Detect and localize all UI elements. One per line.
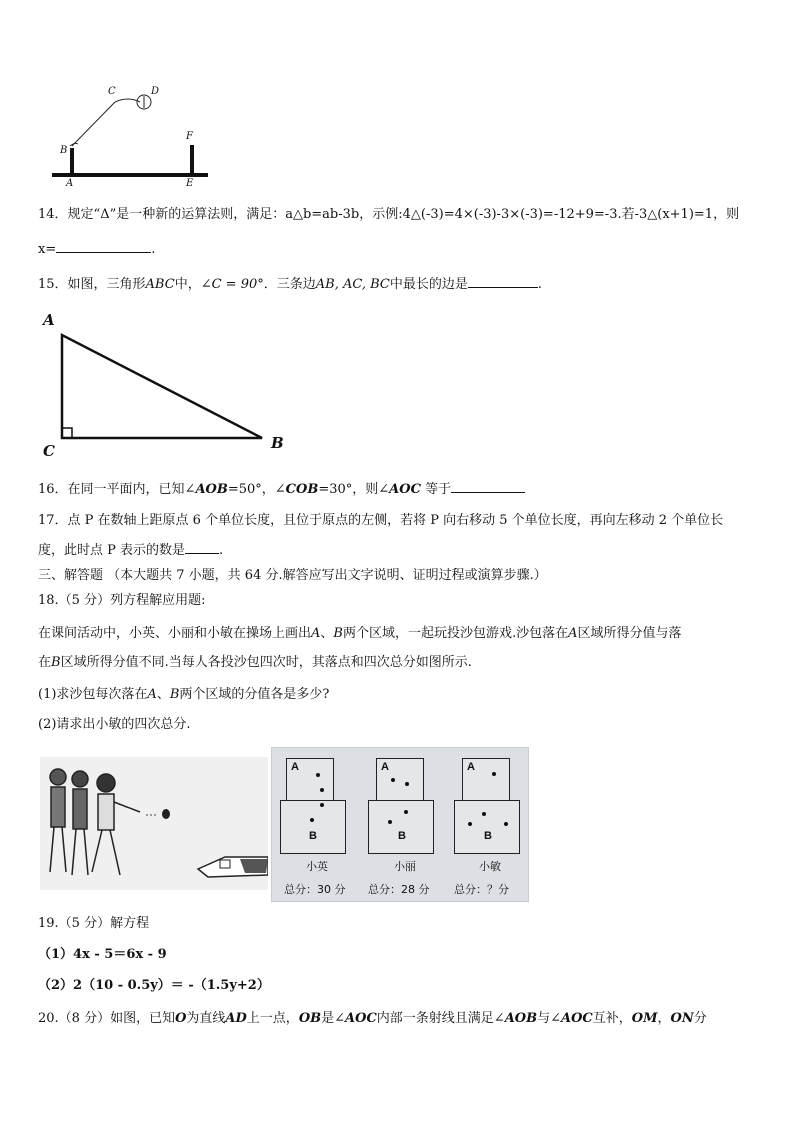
children-throwing-photo [40, 757, 268, 890]
q20-t8: 分 [693, 1011, 707, 1026]
player3-dot [482, 812, 486, 816]
player3-total: 总分：？分 [454, 883, 509, 896]
section-3-heading [38, 567, 547, 585]
q20-pre: 20.（8 分）如图，已知 [38, 1011, 176, 1026]
lamp-arm [72, 102, 115, 146]
player1-dot [310, 818, 314, 822]
q15-abc: ABC [145, 277, 175, 292]
q16-v2: =30°，则∠ [318, 482, 390, 497]
player3-label-a: A [467, 761, 475, 773]
q18-p2-region-b: B [51, 655, 61, 670]
q16-cob: COB [285, 482, 319, 497]
question-19-eq2 [38, 977, 270, 995]
player2-name: 小丽 [394, 860, 416, 873]
player2-dot [391, 778, 395, 782]
q18-p1-b: 、 [320, 626, 334, 641]
question-17-line1 [38, 512, 723, 530]
child-figure-3 [92, 774, 140, 875]
player2-dot [388, 820, 392, 824]
fig13-label-a: A [66, 178, 74, 189]
fig15-label-a: A [43, 311, 55, 329]
q18-p1-region-b: B [333, 626, 343, 641]
player1-name: 小英 [306, 860, 328, 873]
q20-t1: 为直线 [186, 1011, 226, 1026]
question-14-cont [38, 240, 155, 259]
fig15-label-c: C [43, 442, 55, 460]
question-20 [38, 1010, 707, 1028]
fig13-label-b: B [60, 145, 68, 156]
player3-label-b: B [484, 830, 492, 842]
player1-dot [320, 788, 324, 792]
figure-15-triangle [55, 330, 275, 445]
child-figure-1 [50, 769, 66, 872]
player1-total: 总分：30 分 [284, 883, 346, 896]
q18-p1-region-a2: A [568, 626, 578, 641]
q18-head: 18.（5 分）列方程解应用题: [38, 593, 206, 608]
player2-label-b: B [398, 830, 406, 842]
q16-v1: =50°，∠ [227, 482, 286, 497]
question-17-line2 [38, 541, 223, 560]
q16-pre: 16．在同一平面内，已知∠ [38, 482, 196, 497]
question-18-para2 [38, 654, 472, 672]
q15-pre: 15．如图，三角形 [38, 277, 146, 292]
question-18-para1 [38, 625, 682, 643]
q16-answer-blank [451, 480, 525, 493]
triangle-abc [62, 335, 262, 438]
q20-t6: 互补， [592, 1011, 632, 1026]
question-14 [38, 206, 739, 224]
q15-answer-blank [468, 275, 538, 288]
q18-s1-b: 、 [156, 687, 170, 702]
score-panel [271, 747, 529, 902]
player1-label-b: B [309, 830, 317, 842]
q17-line1: 17．点 P 在数轴上距原点 6 个单位长度，且位于原点的左侧，若将 P 向右移动 5 个单位长度，再向左移动 2 个单位长 [38, 513, 724, 528]
question-15 [38, 275, 542, 294]
q18-p1-c: 两个区域，一起玩投沙包游戏.沙包落在 [342, 626, 569, 641]
fig13-label-e: E [186, 178, 194, 189]
player2-region-b [368, 800, 434, 854]
fig15-label-b: B [271, 434, 284, 452]
q19-eq1: （1）4x - 5＝6x - 9 [38, 947, 167, 962]
q14-cont: x= [38, 242, 57, 257]
q20-aoc: AOC [345, 1011, 377, 1026]
q14-text: 14．规定“Δ”是一种新的运算法则，满足：a△b=ab-3b，示例:4△(-3)=4×(-3)-3×(-3)=-12+9=-3.若-3△(x+1)=1，则 [38, 207, 740, 222]
section-3-text: 三、解答题 （本大题共 7 小题，共 64 分.解答应写出文字说明、证明过程或演算步骤.） [38, 568, 547, 583]
q20-t5: 与∠ [537, 1011, 562, 1026]
fig13-label-f: F [186, 131, 193, 142]
q19-eq2: （2）2（10 - 0.5y）＝ -（1.5y+2） [38, 978, 270, 993]
q15-post: 中最长的边是 [389, 277, 468, 292]
q17-line2-end: . [219, 543, 224, 558]
q15-sides: AB, AC, BC [315, 277, 390, 292]
q20-ad: AD [225, 1011, 247, 1026]
player1-label-a: A [291, 761, 299, 773]
q15-angle: ∠C = 90° [200, 277, 264, 292]
fig13-label-d: D [151, 86, 160, 97]
q15-end: . [537, 277, 543, 292]
question-16 [38, 480, 525, 499]
q20-t2: 上一点， [246, 1011, 299, 1026]
q18-p1-a: 在课间活动中，小英、小丽和小敏在操场上画出 [38, 626, 312, 641]
question-18-head [38, 592, 205, 610]
q18-s1-a: (1)求沙包每次落在 [38, 687, 148, 702]
player3-name: 小敏 [479, 860, 501, 873]
q20-o: O [175, 1011, 187, 1026]
q18-p1-d: 区域所得分值与落 [577, 626, 682, 641]
q16-aoc: AOC [389, 482, 421, 497]
q20-t4: 内部一条射线且满足∠ [376, 1011, 505, 1026]
q18-p1-region-a: A [311, 626, 321, 641]
player2-label-a: A [381, 761, 389, 773]
question-19-eq1 [38, 946, 167, 964]
question-18-sub1 [38, 686, 329, 704]
q17-line2-pre: 度，此时点 P 表示的数是 [38, 543, 186, 558]
player1-dot [316, 773, 320, 777]
child-figure-2 [72, 771, 88, 875]
q18-s1-c: 两个区域的分值各是多少? [179, 687, 330, 702]
player2-dot [404, 810, 408, 814]
q20-om: OM [631, 1011, 658, 1026]
player2-total: 总分：28 分 [368, 883, 430, 896]
q18-s2: (2)请求出小敏的四次总分. [38, 717, 191, 732]
q19-head: 19.（5 分）解方程 [38, 916, 150, 931]
q18-p2-b: 区域所得分值不同.当每人各投沙包四次时，其落点和四次总分如图所示. [60, 655, 472, 670]
player1-dot [320, 803, 324, 807]
q16-aob: AOB [195, 482, 228, 497]
sandbag-icon [162, 809, 170, 819]
player3-dot [504, 822, 508, 826]
q17-answer-blank [185, 541, 219, 554]
q18-p2-a: 在 [38, 655, 52, 670]
q15-mid: 中， [174, 277, 201, 292]
player2-dot [405, 782, 409, 786]
player3-region-b [454, 800, 520, 854]
q15-mid2: ．三条边 [263, 277, 316, 292]
right-angle-mark [62, 428, 72, 438]
q20-aob: AOB [504, 1011, 538, 1026]
question-19-head [38, 915, 149, 933]
q14-answer-blank [56, 240, 151, 253]
q18-s1-region-b: B [169, 687, 180, 702]
q20-aoc2: AOC [561, 1011, 593, 1026]
player3-dot [492, 772, 496, 776]
player3-dot [468, 822, 472, 826]
q14-end: . [151, 242, 156, 257]
question-18-sub2 [38, 716, 191, 734]
q18-s1-region-a: A [147, 687, 157, 702]
fig13-label-c: C [108, 86, 116, 97]
q20-on: ON [670, 1011, 694, 1026]
player1-region-b [280, 800, 346, 854]
q20-t3: 是∠ [321, 1011, 346, 1026]
q20-ob: OB [298, 1011, 322, 1026]
q16-post: 等于 [420, 482, 452, 497]
q20-t7: ， [657, 1011, 671, 1026]
